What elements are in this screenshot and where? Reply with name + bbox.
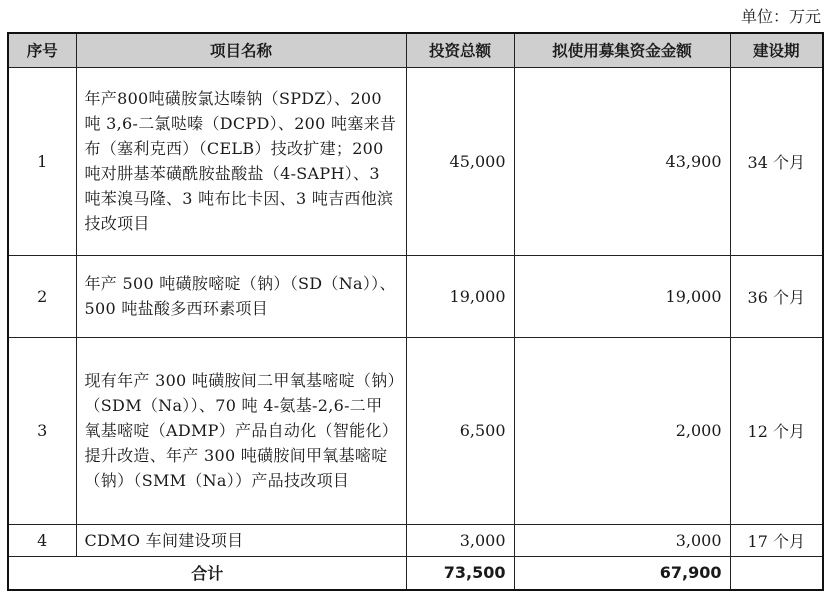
header-project-name: 项目名称 [76, 33, 406, 67]
total-investment-value: 6,500 [406, 337, 514, 524]
fund-usage-table [7, 32, 824, 591]
raised-funds-value: 3,000 [514, 524, 730, 556]
header-construction-period: 建设期 [730, 33, 823, 67]
unit-label: 单位：万元 [740, 7, 821, 26]
row-index: 2 [8, 255, 76, 337]
table-row [8, 255, 823, 337]
total-label: 合计 [8, 556, 406, 590]
project-name: CDMO 车间建设项目 [76, 524, 406, 556]
row-index: 3 [8, 337, 76, 524]
table-header-row [8, 33, 823, 67]
total-period [730, 556, 823, 590]
project-name: 年产 500 吨磺胺嘧啶（钠）（SD（Na））、500 吨盐酸多西环素项目 [76, 255, 406, 337]
construction-period-value: 36 个月 [730, 255, 823, 337]
header-raised-funds: 拟使用募集资金金额 [514, 33, 730, 67]
construction-period-value: 17 个月 [730, 524, 823, 556]
total-row [8, 556, 823, 590]
total-investment-value: 3,000 [406, 524, 514, 556]
total-investment-value: 45,000 [406, 67, 514, 255]
project-name: 现有年产 300 吨磺胺间二甲氧基嘧啶（钠）（SDM（Na））、70 吨 4-氨基-2,6-二甲氧基嘧啶（ADMP）产品自动化（智能化）提升改造、年产 300 吨磺胺间甲氧基嘧啶（钠）（SMM（Na））产品技改项目 [76, 337, 406, 524]
construction-period-value: 34 个月 [730, 67, 823, 255]
table-row [8, 67, 823, 255]
row-index: 1 [8, 67, 76, 255]
table-row [8, 337, 823, 524]
raised-funds-value: 19,000 [514, 255, 730, 337]
total-investment-sum: 73,500 [406, 556, 514, 590]
project-name: 年产800吨磺胺氯达嗪钠（SPDZ）、200 吨 3,6-二氯哒嗪（DCPD）、200 吨塞来昔布（塞利克西）（CELB）技改扩建；200 吨对肼基苯磺酰胺盐酸盐（4-SAPH）、3 吨苯溴马隆、3 吨布比卡因、3 吨吉西他滨技改项目 [76, 67, 406, 255]
header-index: 序号 [8, 33, 76, 67]
header-total-investment: 投资总额 [406, 33, 514, 67]
total-investment-value: 19,000 [406, 255, 514, 337]
row-index: 4 [8, 524, 76, 556]
raised-funds-sum: 67,900 [514, 556, 730, 590]
raised-funds-value: 2,000 [514, 337, 730, 524]
construction-period-value: 12 个月 [730, 337, 823, 524]
table-row [8, 524, 823, 556]
raised-funds-value: 43,900 [514, 67, 730, 255]
